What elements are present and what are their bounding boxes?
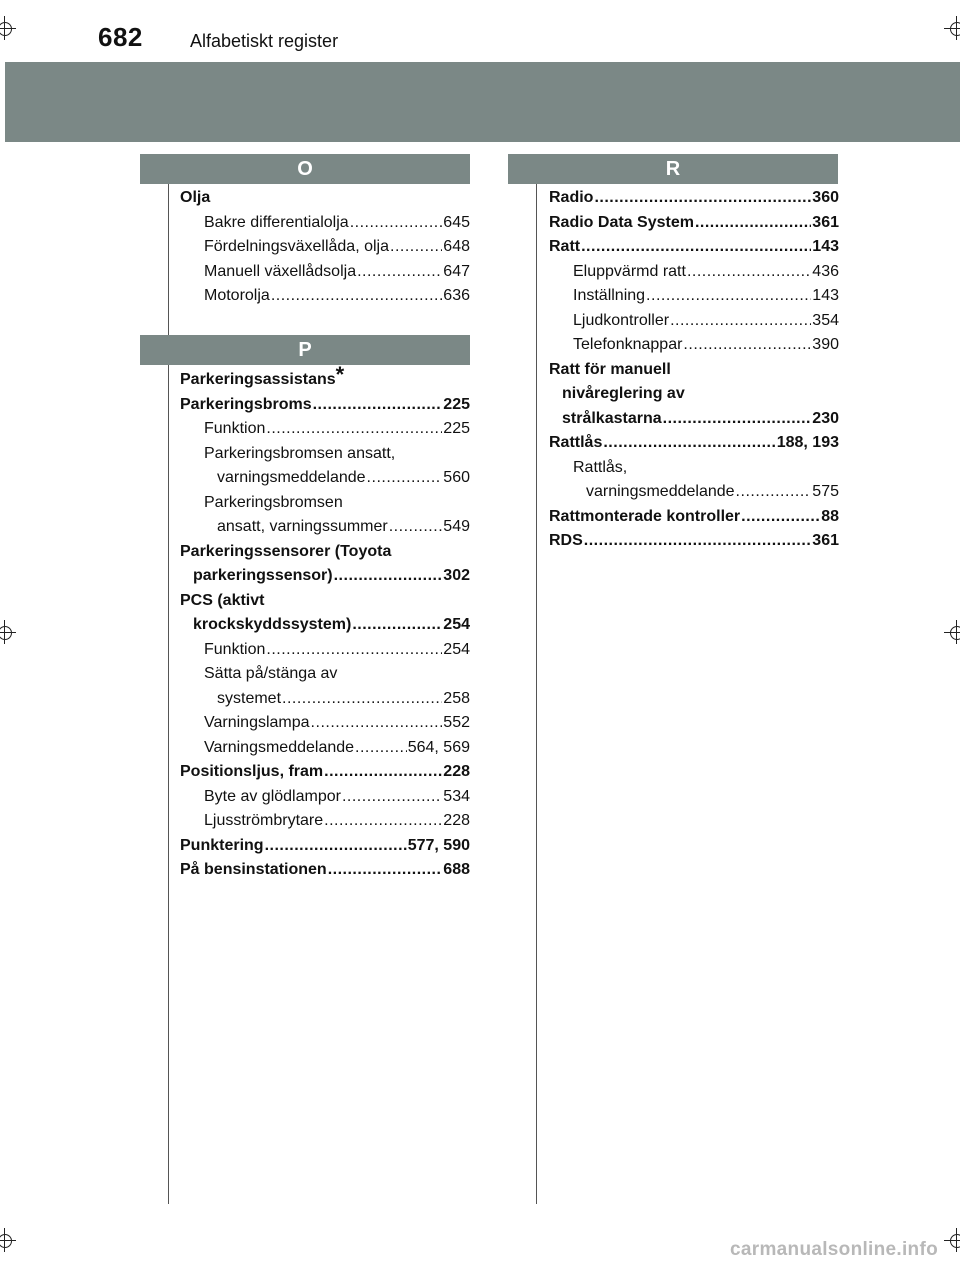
index-entry: strålkastarna ..... 230 — [549, 407, 839, 432]
index-entry: Rattlås, — [573, 458, 628, 476]
registration-mark-icon — [946, 1230, 960, 1250]
index-entry: Fördelningsväxellåda, olja ..... 648 — [180, 235, 470, 260]
index-entry: Rattmonterade kontroller ..... 88 — [549, 505, 839, 530]
section-letter: O — [297, 158, 313, 180]
section-header-r — [508, 154, 838, 184]
section-p-entries — [180, 361, 470, 883]
index-entry: Funktion ..... 225 — [180, 417, 470, 442]
index-entry: Olja — [180, 189, 211, 206]
index-entry: systemet ..... 258 — [180, 687, 470, 712]
registration-mark-icon — [0, 1230, 14, 1250]
index-entry: Sätta på/stänga av — [204, 665, 338, 682]
index-entry: Varningslampa ..... 552 — [180, 711, 470, 736]
index-entry: Rattlås ..... 188, 193 — [549, 431, 839, 456]
registration-mark-icon — [946, 18, 960, 38]
index-entry: Parkeringsbromsen ansatt, — [204, 444, 396, 462]
index-entry: Motorolja ..... 636 — [180, 284, 470, 309]
section-letter: P — [298, 339, 312, 361]
page-number: 682 — [98, 22, 143, 52]
index-entry: Parkeringssensorer (Toyota — [180, 542, 392, 560]
index-entry: Eluppvärmd ratt ..... 436 — [549, 260, 839, 285]
index-entry: Varningsmeddelande ..... 564, 569 — [180, 736, 470, 761]
registration-mark-icon — [0, 622, 14, 642]
header-band — [5, 62, 960, 142]
index-entry: krockskyddssystem) ..... 254 — [180, 613, 470, 638]
index-entry: Positionsljus, fram ..... 228 — [180, 760, 470, 785]
registration-mark-icon — [0, 18, 14, 38]
section-letter: R — [665, 158, 681, 180]
section-header-p — [140, 335, 470, 365]
index-entry: Ratt för manuell — [549, 360, 671, 378]
index-entry: parkeringssensor) ..... 302 — [180, 564, 470, 589]
index-entry: Telefonknappar ..... 390 — [549, 333, 839, 358]
index-entry: ansatt, varningssummer ..... 549 — [180, 515, 470, 540]
index-entry: RDS ..... 361 — [549, 529, 839, 554]
column-divider-right — [536, 184, 537, 1204]
index-entry: Parkeringsbromsen — [204, 493, 343, 511]
index-entry: Parkeringsbroms ..... 225 — [180, 393, 470, 418]
index-entry: nivåreglering av — [562, 385, 685, 402]
page-header — [0, 0, 960, 62]
index-entry: Manuell växellådsolja ..... 647 — [180, 260, 470, 285]
index-entry: varningsmeddelande ..... 575 — [549, 480, 839, 505]
section-r-entries — [549, 186, 839, 554]
section-o-entries — [180, 186, 470, 309]
index-entry: Radio ..... 360 — [549, 186, 839, 211]
index-entry: PCS (aktivt — [180, 591, 265, 609]
watermark-text: carmanualsonline.info — [730, 1239, 938, 1260]
index-entry: Ratt ..... 143 — [549, 235, 839, 260]
index-entry: Funktion ..... 254 — [180, 638, 470, 663]
section-header-o — [140, 154, 470, 184]
index-entry: Bakre differentialolja ..... 645 — [180, 211, 470, 236]
index-entry: Ljusströmbrytare ..... 228 — [180, 809, 470, 834]
index-entry: Radio Data System ..... 361 — [549, 211, 839, 236]
index-entry: Parkeringsassistans* — [180, 361, 345, 388]
index-entry: varningsmeddelande ..... 560 — [180, 466, 470, 491]
registration-mark-icon — [946, 622, 960, 642]
page-title: Alfabetiskt register — [190, 31, 339, 51]
index-entry: Byte av glödlampor ..... 534 — [180, 785, 470, 810]
index-entry: Ljudkontroller ..... 354 — [549, 309, 839, 334]
index-entry: Inställning ..... 143 — [549, 284, 839, 309]
index-entry: Punktering ..... 577, 590 — [180, 834, 470, 859]
index-entry: På bensinstationen ..... 688 — [180, 858, 470, 883]
